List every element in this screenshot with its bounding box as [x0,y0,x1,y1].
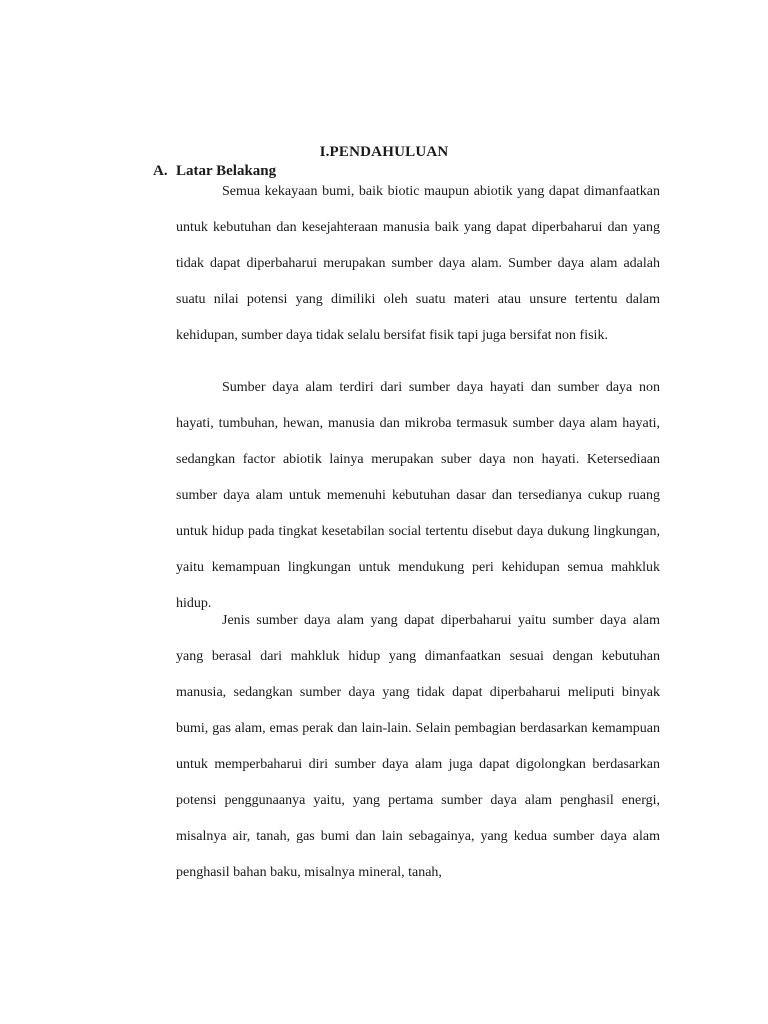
paragraph-1-text: Semua kekayaan bumi, baik biotic maupun abiotik yang dapat dimanfaatkan untuk kebutuhan dan kesejahteraan manusia baik yang dapat diperbaharui dan yang tidak dapat diperbaharui merupakan sumber daya alam. Sumber daya alam adalah suatu nilai potensi yang dimiliki oleh suatu materi atau unsure tertentu dalam kehidupan, sumber daya tidak selalu bersifat fisik tapi juga bersifat non fisik. [176,184,660,343]
section-title: Latar Belakang [176,163,277,179]
paragraph-1 [176,174,660,354]
section-letter: A. [153,163,168,179]
chapter-title: I.PENDAHULUAN [319,144,449,160]
paragraph-3 [176,603,660,891]
paragraph-3-text: Jenis sumber daya alam yang dapat diperbaharui yaitu sumber daya alam yang berasal dari mahkluk hidup yang dimanfaatkan sesuai dengan kebutuhan manusia, sedangkan sumber daya yang tidak dapat diperbaharui meliputi binyak bumi, gas alam, emas perak dan lain-lain. Selain pembagian berdasarkan kemampuan untuk memperbaharui diri sumber daya alam juga dapat digolongkan berdasarkan potensi penggunaanya yaitu, yang pertama sumber daya alam penghasil energi, misalnya air, tanah, gas bumi dan lain sebagainya, yang kedua sumber daya alam penghasil bahan baku, misalnya mineral, tanah, [176,613,660,880]
paragraph-2-text: Sumber daya alam terdiri dari sumber daya hayati dan sumber daya non hayati, tumbuhan, hewan, manusia dan mikroba termasuk sumber daya alam hayati, sedangkan factor abiotik lainya merupakan suber daya non hayati. Ketersediaan sumber daya alam untuk memenuhi kebutuhan dasar dan tersedianya cukup ruang untuk hidup pada tingkat kesetabilan social tertentu disebut daya dukung lingkungan, yaitu kemampuan lingkungan untuk mendukung peri kehidupan semua mahkluk hidup. [176,380,660,611]
paragraph-2 [176,370,660,622]
